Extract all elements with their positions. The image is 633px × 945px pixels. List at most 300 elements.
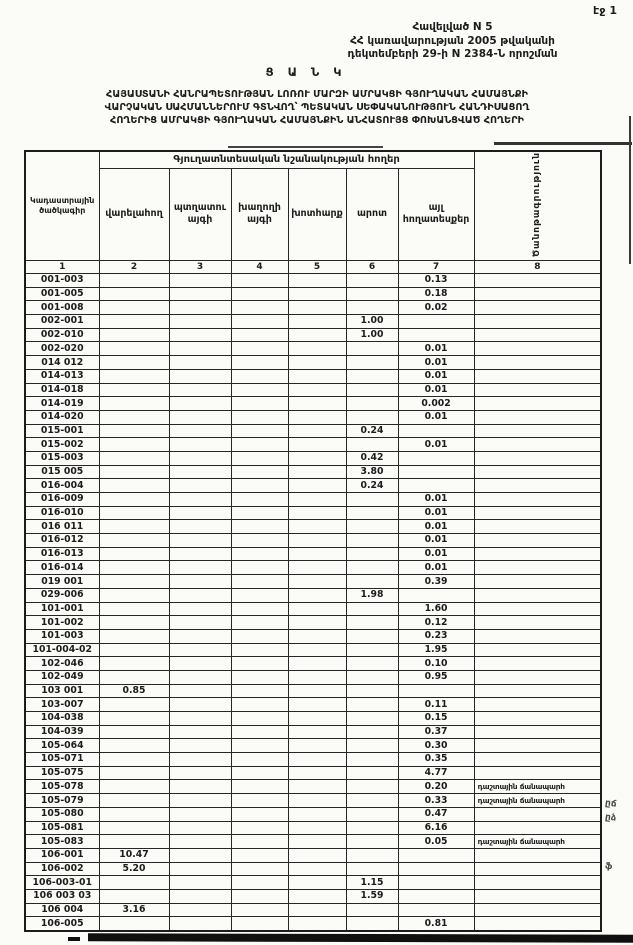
row-area-value (288, 547, 346, 561)
row-area-value (169, 301, 231, 315)
row-cadastral-code: 101-001 (25, 602, 99, 616)
row-remark (474, 766, 601, 780)
row-area-value (231, 780, 288, 794)
table-row (25, 670, 601, 684)
row-area-value (346, 520, 398, 534)
row-remark (474, 876, 601, 890)
table-row (25, 369, 601, 383)
row-area-value (231, 889, 288, 903)
row-area-value (288, 410, 346, 424)
row-remark: դաշտային ճանապարհ (474, 780, 601, 794)
table-row (25, 725, 601, 739)
row-area-value: 3.80 (346, 465, 398, 479)
row-area-value (99, 274, 169, 288)
row-area-value (99, 575, 169, 589)
row-area-value (169, 561, 231, 575)
row-area-value (99, 397, 169, 411)
row-area-value (169, 588, 231, 602)
row-area-value (346, 670, 398, 684)
row-area-value (231, 547, 288, 561)
row-area-value (99, 739, 169, 753)
row-area-value (288, 670, 346, 684)
table-row (25, 657, 601, 671)
table-row (25, 520, 601, 534)
row-area-value (288, 739, 346, 753)
col-number: 6 (346, 261, 398, 274)
row-area-value (231, 451, 288, 465)
row-area-value: 0.01 (398, 410, 474, 424)
appendix-header (280, 21, 625, 62)
table-row (25, 780, 601, 794)
row-area-value (169, 534, 231, 548)
table-row (25, 575, 601, 589)
row-area-value (346, 766, 398, 780)
row-area-value (288, 356, 346, 370)
row-area-value (169, 780, 231, 794)
row-area-value (231, 629, 288, 643)
col-header-remark-text: Ծանոթագրություն (532, 152, 543, 258)
row-area-value: 0.39 (398, 575, 474, 589)
row-area-value: 1.95 (398, 643, 474, 657)
row-area-value (99, 369, 169, 383)
table-row (25, 547, 601, 561)
appendix-line-1: Հավելված N 5 (412, 21, 493, 33)
table-row (25, 356, 601, 370)
document-subtitle (22, 88, 612, 127)
row-area-value (169, 383, 231, 397)
row-area-value (288, 643, 346, 657)
row-cadastral-code: 001-003 (25, 274, 99, 288)
row-cadastral-code: 016-009 (25, 493, 99, 507)
col-header-remark (474, 151, 601, 261)
row-area-value (288, 383, 346, 397)
row-remark (474, 561, 601, 575)
row-area-value (398, 328, 474, 342)
row-area-value (288, 397, 346, 411)
row-area-value (346, 547, 398, 561)
row-area-value (346, 794, 398, 808)
row-area-value (231, 287, 288, 301)
row-area-value: 6.16 (398, 821, 474, 835)
appendix-line-3: դեկտեմբերի 29-ի N 2384-Ն որոշման (347, 48, 558, 61)
col-number: 2 (99, 261, 169, 274)
row-area-value (99, 766, 169, 780)
row-area-value (231, 753, 288, 767)
row-area-value (231, 698, 288, 712)
table-row (25, 698, 601, 712)
row-cadastral-code: 106-005 (25, 917, 99, 931)
table-row (25, 301, 601, 315)
table-row (25, 807, 601, 821)
row-cadastral-code: 105-079 (25, 794, 99, 808)
row-area-value (231, 670, 288, 684)
row-remark (474, 328, 601, 342)
row-cadastral-code: 106-003-01 (25, 876, 99, 890)
row-area-value (288, 616, 346, 630)
row-remark (474, 848, 601, 862)
row-remark (474, 753, 601, 767)
row-area-value (99, 602, 169, 616)
page-number-label: էջ 1 (593, 4, 617, 17)
table-row (25, 917, 601, 931)
col-number: 5 (288, 261, 346, 274)
row-area-value (169, 438, 231, 452)
row-remark (474, 670, 601, 684)
row-area-value (169, 712, 231, 726)
row-remark (474, 616, 601, 630)
row-area-value (346, 616, 398, 630)
row-area-value (398, 451, 474, 465)
row-remark (474, 397, 601, 411)
row-area-value (99, 807, 169, 821)
row-area-value (288, 369, 346, 383)
row-area-value (169, 835, 231, 849)
row-area-value: 0.01 (398, 356, 474, 370)
table-row (25, 424, 601, 438)
row-remark (474, 698, 601, 712)
row-area-value (169, 657, 231, 671)
row-area-value (169, 807, 231, 821)
row-area-value: 0.20 (398, 780, 474, 794)
row-remark (474, 369, 601, 383)
row-area-value (169, 369, 231, 383)
row-area-value (288, 451, 346, 465)
row-area-value (346, 917, 398, 931)
row-cadastral-code: 014-020 (25, 410, 99, 424)
row-area-value (288, 657, 346, 671)
row-area-value (231, 657, 288, 671)
row-area-value (231, 397, 288, 411)
row-area-value (288, 274, 346, 288)
row-area-value (346, 493, 398, 507)
row-area-value (231, 465, 288, 479)
table-row (25, 342, 601, 356)
subtitle-line-2: ՎԱՐՉԱԿԱՆ ՍԱՀՄԱՆՆԵՐՈՒՄ ԳՏՆՎՈՂ՝ ՊԵՏԱԿԱՆ ՍԵՓԱԿԱՆՈՒԹՅՈՒՆ ՀԱՆԴԻՍԱՑՈՂ (104, 102, 530, 114)
row-remark (474, 356, 601, 370)
row-area-value (169, 287, 231, 301)
row-area-value (231, 766, 288, 780)
row-area-value (231, 328, 288, 342)
row-area-value (99, 328, 169, 342)
row-area-value (169, 794, 231, 808)
col-group-header-agricultural-lands: Գյուղատնտեսական նշանակության հողեր (99, 151, 474, 168)
row-area-value (346, 725, 398, 739)
row-area-value (346, 356, 398, 370)
row-area-value (231, 903, 288, 917)
scan-edge-artifact (629, 116, 631, 264)
row-area-value (169, 479, 231, 493)
row-area-value (99, 780, 169, 794)
row-area-value (288, 629, 346, 643)
row-remark (474, 547, 601, 561)
row-area-value: 4.77 (398, 766, 474, 780)
col-header-other-lands: այլ հողատեսքեր (398, 168, 474, 260)
row-area-value (169, 465, 231, 479)
row-remark (474, 424, 601, 438)
row-area-value (99, 287, 169, 301)
row-remark (474, 506, 601, 520)
row-area-value (169, 575, 231, 589)
row-area-value (231, 821, 288, 835)
row-cadastral-code: 106-001 (25, 848, 99, 862)
row-area-value (288, 712, 346, 726)
table-row (25, 602, 601, 616)
table-row (25, 766, 601, 780)
row-remark: դաշտային ճանապարհ (474, 835, 601, 849)
row-area-value (398, 465, 474, 479)
row-area-value (346, 807, 398, 821)
row-area-value: 0.01 (398, 547, 474, 561)
col-number: 7 (398, 261, 474, 274)
row-area-value: 0.81 (398, 917, 474, 931)
row-area-value (231, 274, 288, 288)
row-area-value (288, 684, 346, 698)
row-area-value: 0.10 (398, 657, 474, 671)
row-area-value (288, 424, 346, 438)
table-row (25, 684, 601, 698)
row-area-value (231, 410, 288, 424)
row-area-value: 0.11 (398, 698, 474, 712)
row-remark (474, 588, 601, 602)
row-area-value (231, 917, 288, 931)
row-cadastral-code: 101-002 (25, 616, 99, 630)
row-area-value (169, 903, 231, 917)
row-area-value (288, 862, 346, 876)
table-row (25, 629, 601, 643)
row-area-value (99, 506, 169, 520)
table-row (25, 315, 601, 329)
appendix-line-2: ՀՀ կառավարության 2005 թվականի (350, 34, 555, 47)
row-area-value (99, 698, 169, 712)
table-row (25, 383, 601, 397)
row-area-value: 0.24 (346, 479, 398, 493)
row-cadastral-code: 105-064 (25, 739, 99, 753)
row-area-value (288, 287, 346, 301)
row-area-value: 0.01 (398, 369, 474, 383)
row-cadastral-code: 101-004-02 (25, 643, 99, 657)
row-area-value (346, 629, 398, 643)
row-area-value: 10.47 (99, 848, 169, 862)
table-row (25, 465, 601, 479)
row-area-value (99, 383, 169, 397)
row-area-value (288, 575, 346, 589)
row-area-value (231, 520, 288, 534)
row-area-value (99, 629, 169, 643)
row-area-value (398, 876, 474, 890)
table-row (25, 438, 601, 452)
row-cadastral-code: 105-080 (25, 807, 99, 821)
row-area-value (99, 561, 169, 575)
row-remark (474, 479, 601, 493)
subtitle-line-1: ՀԱՅԱՍՏԱՆԻ ՀԱՆՐԱՊԵՏՈՒԹՅԱՆ ԼՈՌՈՒ ՄԱՐԶԻ ԱՄՐԱԿՑԻ ԳՅՈՒՂԱԿԱՆ ՀԱՄԱՅՆՔԻ (106, 89, 528, 100)
row-area-value: 1.00 (346, 328, 398, 342)
row-area-value (231, 712, 288, 726)
row-area-value (288, 780, 346, 794)
col-header-vineyard: խաղողի այգի (231, 168, 288, 260)
document-title: Ց Ա Ն Կ (265, 65, 347, 79)
row-area-value: 0.95 (398, 670, 474, 684)
row-area-value (346, 739, 398, 753)
row-area-value (169, 753, 231, 767)
row-cadastral-code: 102-049 (25, 670, 99, 684)
row-area-value (231, 684, 288, 698)
row-area-value (231, 876, 288, 890)
row-area-value: 0.23 (398, 629, 474, 643)
row-area-value (346, 780, 398, 794)
row-remark (474, 821, 601, 835)
row-area-value (231, 438, 288, 452)
row-area-value (169, 698, 231, 712)
table-row (25, 561, 601, 575)
row-area-value (288, 479, 346, 493)
row-area-value (99, 657, 169, 671)
row-remark (474, 342, 601, 356)
row-area-value (169, 342, 231, 356)
row-area-value (169, 889, 231, 903)
row-area-value (231, 315, 288, 329)
row-cadastral-code: 103 001 (25, 684, 99, 698)
row-area-value (398, 862, 474, 876)
row-cadastral-code: 019 001 (25, 575, 99, 589)
row-area-value (346, 602, 398, 616)
row-cadastral-code: 002-001 (25, 315, 99, 329)
row-cadastral-code: 104-039 (25, 725, 99, 739)
col-header-cadastral-code: Կադաստրային ծածկագիր (25, 151, 99, 261)
row-area-value (99, 493, 169, 507)
row-cadastral-code: 015 005 (25, 465, 99, 479)
row-cadastral-code: 105-075 (25, 766, 99, 780)
row-area-value (288, 889, 346, 903)
row-area-value (346, 753, 398, 767)
row-area-value (169, 643, 231, 657)
row-area-value (288, 301, 346, 315)
row-area-value (346, 561, 398, 575)
row-area-value (288, 328, 346, 342)
row-area-value (231, 369, 288, 383)
row-area-value (231, 588, 288, 602)
row-area-value (346, 383, 398, 397)
row-remark (474, 465, 601, 479)
row-area-value (169, 328, 231, 342)
table-row (25, 643, 601, 657)
row-area-value (288, 315, 346, 329)
row-area-value: 1.15 (346, 876, 398, 890)
row-area-value (99, 588, 169, 602)
col-number: 1 (25, 261, 99, 274)
row-area-value (169, 684, 231, 698)
row-area-value (398, 424, 474, 438)
row-area-value: 0.47 (398, 807, 474, 821)
col-header-arable: վարելահող (99, 168, 169, 260)
row-area-value (169, 725, 231, 739)
land-parcels-table (24, 150, 602, 932)
row-area-value (288, 794, 346, 808)
row-area-value: 0.02 (398, 301, 474, 315)
row-area-value (169, 410, 231, 424)
row-area-value (169, 493, 231, 507)
row-cadastral-code: 015-002 (25, 438, 99, 452)
row-remark (474, 575, 601, 589)
table-row (25, 753, 601, 767)
col-header-orchard: պտղատու այգի (169, 168, 231, 260)
row-area-value (346, 903, 398, 917)
row-cadastral-code: 016-014 (25, 561, 99, 575)
table-row (25, 328, 601, 342)
row-area-value (231, 575, 288, 589)
row-area-value (288, 534, 346, 548)
row-area-value: 1.60 (398, 602, 474, 616)
row-area-value: 0.05 (398, 835, 474, 849)
row-area-value (231, 383, 288, 397)
row-area-value: 0.01 (398, 438, 474, 452)
row-area-value (99, 889, 169, 903)
handwritten-mark: ըձ (604, 812, 617, 824)
row-area-value (346, 835, 398, 849)
row-area-value: 0.85 (99, 684, 169, 698)
row-area-value (288, 506, 346, 520)
table-row (25, 862, 601, 876)
table-row (25, 616, 601, 630)
table-row (25, 410, 601, 424)
row-area-value: 1.98 (346, 588, 398, 602)
row-area-value (99, 356, 169, 370)
row-area-value (99, 712, 169, 726)
row-area-value (169, 547, 231, 561)
row-area-value: 0.01 (398, 342, 474, 356)
scan-noise-line (494, 142, 632, 145)
row-remark (474, 684, 601, 698)
row-area-value: 0.35 (398, 753, 474, 767)
row-area-value (99, 821, 169, 835)
row-area-value (231, 561, 288, 575)
row-area-value (288, 725, 346, 739)
table-row (25, 479, 601, 493)
row-area-value (99, 725, 169, 739)
row-area-value (398, 315, 474, 329)
row-cadastral-code: 103-007 (25, 698, 99, 712)
row-cadastral-code: 105-071 (25, 753, 99, 767)
row-cadastral-code: 016 011 (25, 520, 99, 534)
row-area-value (288, 465, 346, 479)
row-area-value (99, 547, 169, 561)
row-remark (474, 629, 601, 643)
row-cadastral-code: 014-013 (25, 369, 99, 383)
row-area-value (169, 670, 231, 684)
row-area-value (231, 848, 288, 862)
row-area-value (99, 479, 169, 493)
row-area-value (169, 821, 231, 835)
handwritten-mark: ֆ (604, 861, 613, 873)
row-area-value: 0.01 (398, 520, 474, 534)
row-cadastral-code: 002-020 (25, 342, 99, 356)
row-area-value (288, 917, 346, 931)
table-column-numbers-row (25, 261, 601, 274)
row-area-value (346, 848, 398, 862)
row-area-value: 0.13 (398, 274, 474, 288)
row-remark (474, 602, 601, 616)
row-area-value (99, 451, 169, 465)
row-area-value: 3.16 (99, 903, 169, 917)
row-area-value (169, 848, 231, 862)
row-area-value (99, 876, 169, 890)
scan-artifact-chip (68, 937, 80, 941)
row-area-value (346, 862, 398, 876)
row-area-value (288, 602, 346, 616)
table-row (25, 712, 601, 726)
table-row (25, 821, 601, 835)
row-area-value: 0.12 (398, 616, 474, 630)
row-area-value (231, 643, 288, 657)
